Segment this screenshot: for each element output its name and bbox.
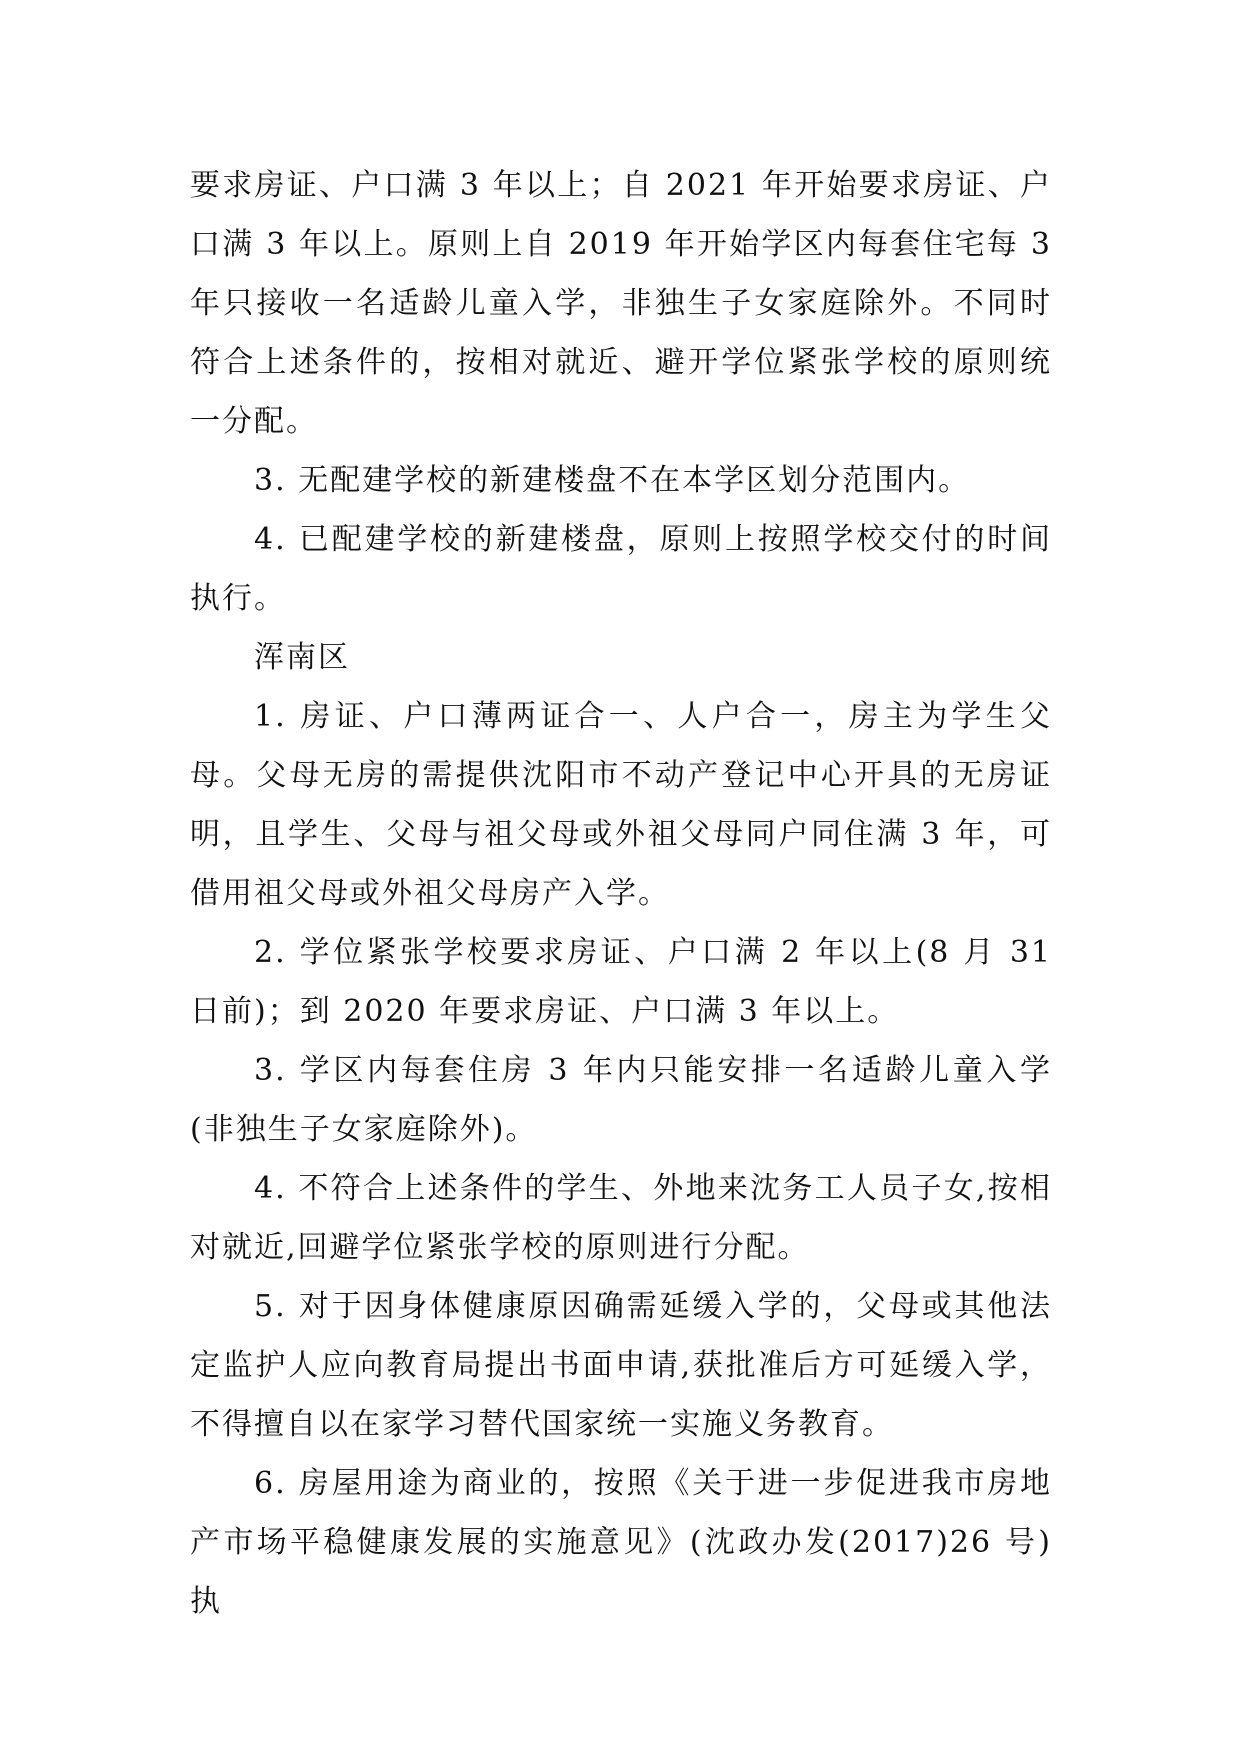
paragraph-continuation: 要求房证、户口满 3 年以上；自 2021 年开始要求房证、户口满 3 年以上。原则上自 2019 年开始学区内每套住宅每 3 年只接收一名适龄儿童入学，非独生子女家庭除外。不同时符合上述条件的，按相对就近、避开学位紧张学校的原则统一分配。 [190, 168, 1052, 439]
paragraph-hunnan-4: 4. 不符合上述条件的学生、外地来沈务工人员子女,按相对就近,回避学位紧张学校的原则进行分配。 [190, 1171, 1052, 1265]
paragraph-hunnan-3: 3. 学区内每套住房 3 年内只能安排一名适龄儿童入学(非独生子女家庭除外)。 [190, 1053, 1052, 1147]
paragraph-item-3: 3. 无配建学校的新建楼盘不在本学区划分范围内。 [254, 463, 971, 498]
paragraph-hunnan-6: 6. 房屋用途为商业的，按照《关于进一步促进我市房地产市场平稳健康发展的实施意见》(沈政办发(2017)26 号)执 [190, 1466, 1052, 1619]
paragraph-hunnan-1: 1. 房证、户口薄两证合一、人户合一，房主为学生父母。父母无房的需提供沈阳市不动产登记中心开具的无房证明，且学生、父母与祖父母或外祖父母同户同住满 3 年，可借用祖父母或外祖父母房产入学。 [190, 699, 1052, 911]
section-heading-hunnan: 浑南区 [254, 640, 350, 675]
paragraph-hunnan-2: 2. 学位紧张学校要求房证、户口满 2 年以上(8 月 31 日前)；到 2020 年要求房证、户口满 3 年以上。 [190, 935, 1052, 1029]
paragraph-item-4: 4. 已配建学校的新建楼盘，原则上按照学校交付的时间执行。 [190, 522, 1052, 616]
paragraph-hunnan-5: 5. 对于因身体健康原因确需延缓入学的，父母或其他法定监护人应向教育局提出书面申请,获批准后方可延缓入学，不得擅自以在家学习替代国家统一实施义务教育。 [190, 1289, 1052, 1442]
document-body [190, 156, 1052, 1631]
